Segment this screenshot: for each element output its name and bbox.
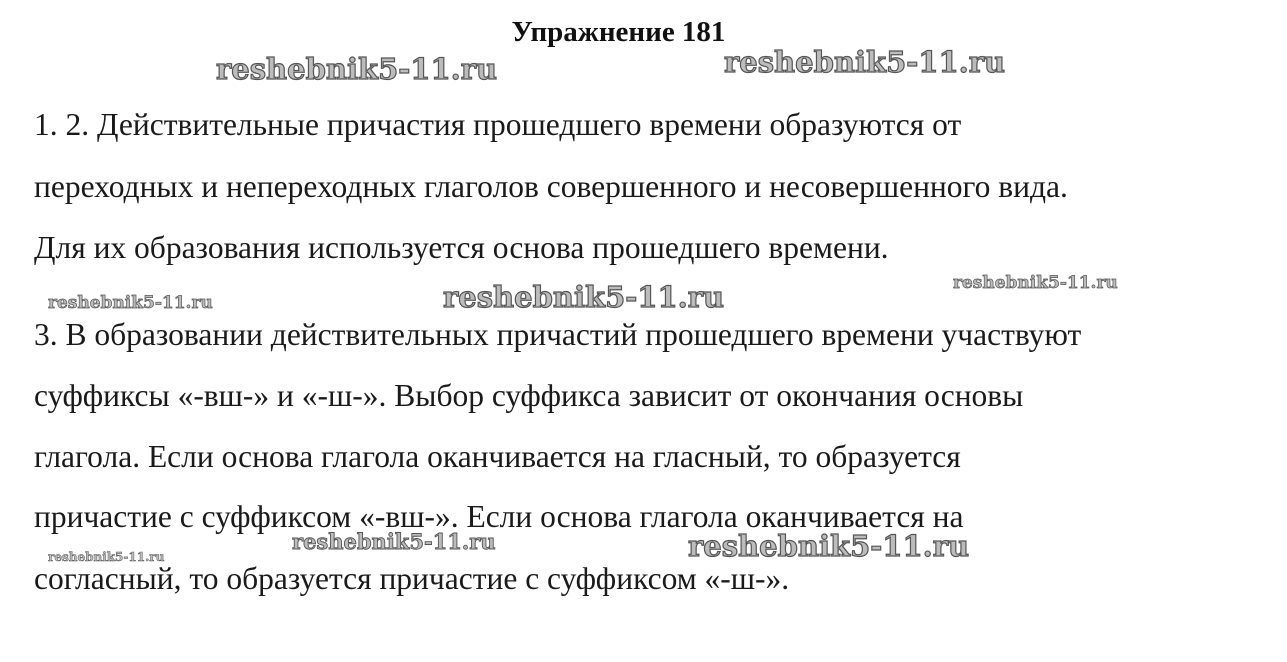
watermark: reshebnik5-11.ru [292,529,496,554]
text-line-3: Для их образования используется основа прошедшего времени. [34,230,889,265]
text-line-4: 3. В образовании действительных причастий прошедшего времени участвуют [34,317,1082,352]
text-line-1: 1. 2. Действительные причастия прошедшего времени образуются от [34,107,962,142]
exercise-title: Упражнение 181 [511,16,726,48]
watermark: reshebnik5-11.ru [953,273,1118,293]
watermark: reshebnik5-11.ru [48,293,213,313]
watermark: reshebnik5-11.ru [48,550,165,564]
text-line-7: причастие с суффиксом «-вш-». Если основа глагола оканчивается на [34,499,964,534]
text-line-5: суффиксы «-вш-» и «-ш-». Выбор суффикса зависит от окончания основы [34,378,1024,413]
watermark: reshebnik5-11.ru [443,280,725,314]
watermark: reshebnik5-11.ru [688,529,970,563]
text-line-2: переходных и непереходных глаголов совершенного и несовершенного вида. [34,169,1068,204]
watermark: reshebnik5-11.ru [216,52,498,86]
text-line-8: согласный, то образуется причастие с суффиксом «-ш-». [34,561,790,596]
watermark: reshebnik5-11.ru [724,45,1006,79]
text-line-6: глагола. Если основа глагола оканчивается на гласный, то образуется [34,439,961,474]
